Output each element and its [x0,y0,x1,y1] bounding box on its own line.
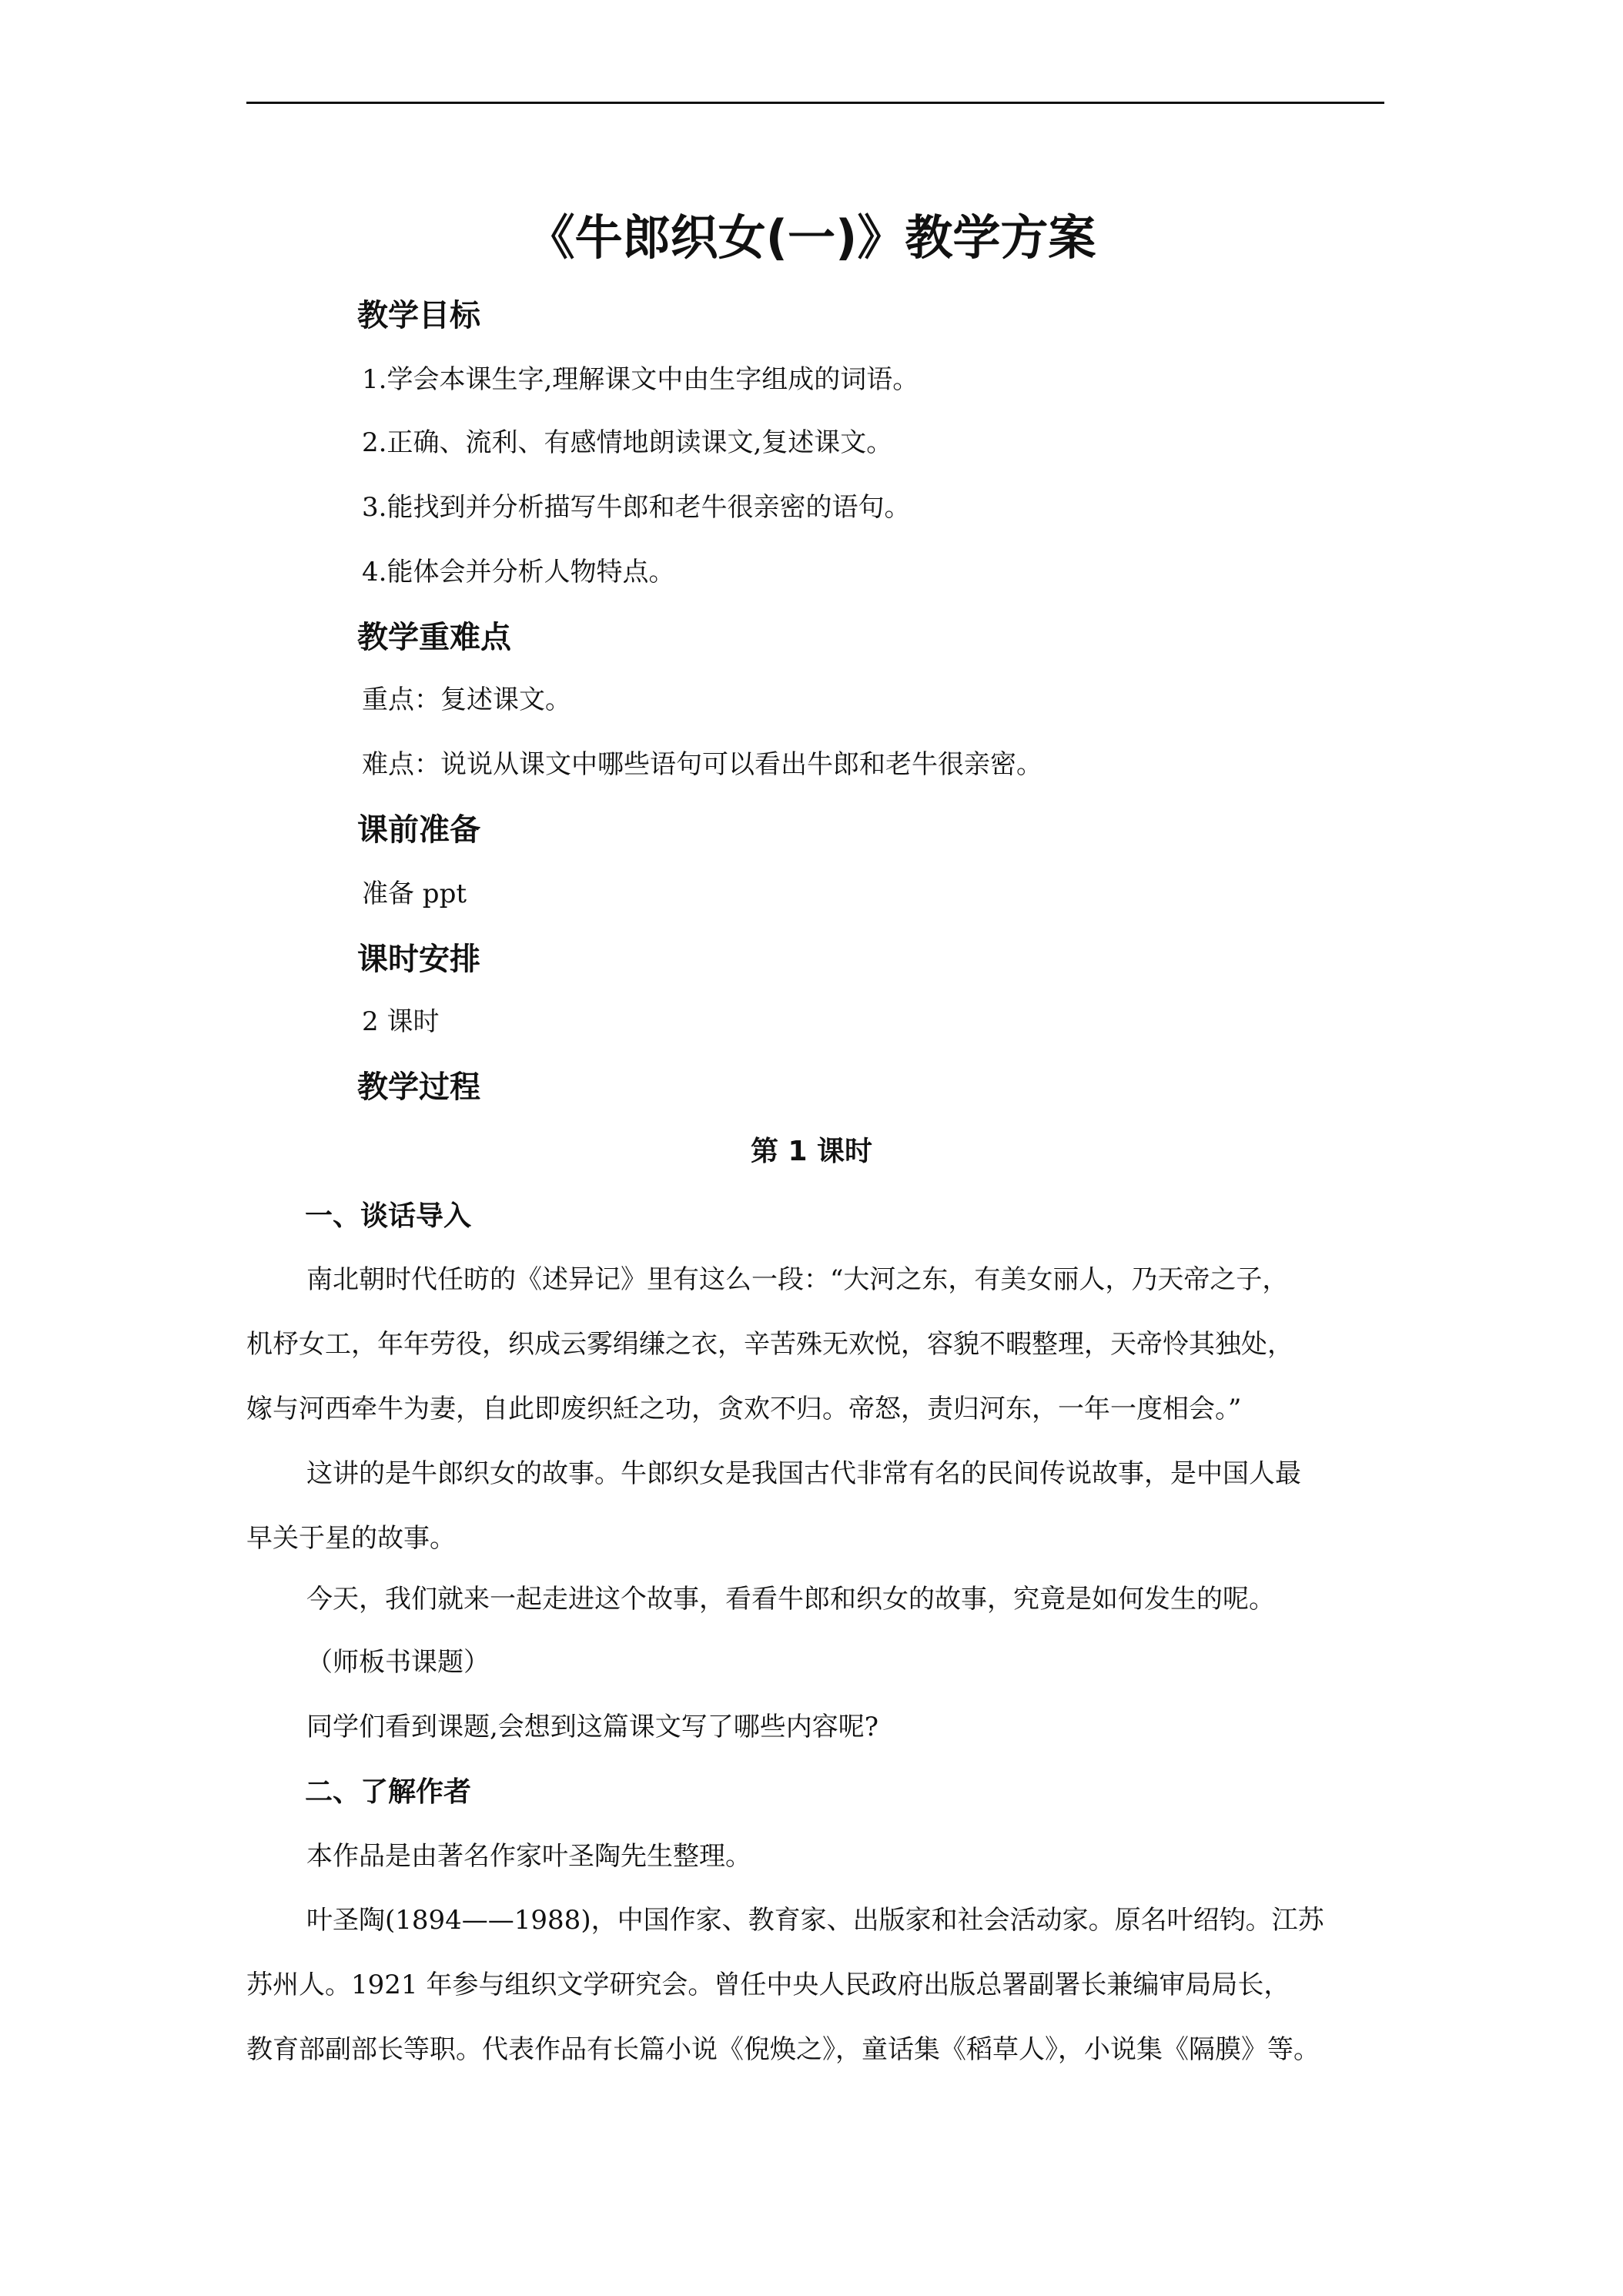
key-point-focus: 重点：复述课文。 [362,684,571,715]
goal-item-1: 1.学会本课生字,理解课文中由生字组成的词语。 [362,364,919,395]
section1-paragraph-1 [246,1247,1384,1441]
goal-item-3: 3.能找到并分析描写牛郎和老牛很亲密的语句。 [362,492,911,523]
section1-p2-line-1: 这讲的是牛郎织女的故事。牛郎织女是我国古代非常有名的民间传说故事，是中国人最 [306,1458,1301,1489]
goal-item-4: 4.能体会并分析人物特点。 [362,557,675,587]
section1-paragraph-3: 今天，我们就来一起走进这个故事，看看牛郎和织女的故事，究竟是如何发生的呢。 [306,1584,1275,1615]
section1-heading: 一、谈话导入 [305,1200,472,1232]
preparation-text: 准备 ppt [362,879,467,909]
lesson-title: 第 1 课时 [750,1136,873,1167]
section1-paragraph-2 [246,1441,1384,1571]
section1-paragraph-4: （师板书课题） [306,1647,490,1678]
section1-p1-line-3: 嫁与河西牵牛为妻，自此即废织紝之功，贪欢不归。帝怒，责归河东，一年一度相会。” [246,1394,1242,1424]
goal-item-2: 2.正确、流利、有感情地朗读课文,复述课文。 [362,427,893,458]
section2-p2-line-2: 苏州人。1921 年参与组织文学研究会。曾任中央人民政府出版总署副署长兼编审局局长， [246,1970,1290,2000]
section2-heading: 二、了解作者 [305,1776,472,1808]
process-heading: 教学过程 [357,1069,480,1105]
section1-p2-line-2: 早关于星的故事。 [246,1523,456,1554]
section2-paragraph-1: 本作品是由著名作家叶圣陶先生整理。 [306,1841,751,1872]
section1-paragraph-5: 同学们看到课题,会想到这篇课文写了哪些内容呢? [306,1712,879,1742]
section1-p1-line-1: 南北朝时代任昉的《述异记》里有这么一段：“大河之东，有美女丽人，乃天帝之子， [306,1264,1289,1295]
section2-p2-line-1: 叶圣陶(1894——1988)，中国作家、教育家、出版家和社会活动家。原名叶绍钧。江苏 [306,1905,1324,1936]
header-rule [246,102,1384,104]
key-points-heading: 教学重难点 [357,620,511,655]
preparation-heading: 课前准备 [357,812,480,848]
key-point-difficulty: 难点：说说从课文中哪些语句可以看出牛郎和老牛很亲密。 [362,749,1042,780]
schedule-heading: 课时安排 [357,942,480,977]
goals-heading: 教学目标 [357,298,480,333]
section1-p1-line-2: 机杼女工，年年劳役，织成云雾绢缣之衣，辛苦殊无欢悦，容貌不暇整理，天帝怜其独处， [246,1329,1293,1360]
page-title: 《牛郎织女(一)》教学方案 [527,209,1096,266]
section2-paragraph-2 [246,1888,1384,2082]
section2-p2-line-3: 教育部副部长等职。代表作品有长篇小说《倪焕之》，童话集《稻草人》，小说集《隔膜》等。 [246,2034,1320,2065]
schedule-text: 2 课时 [362,1006,440,1037]
